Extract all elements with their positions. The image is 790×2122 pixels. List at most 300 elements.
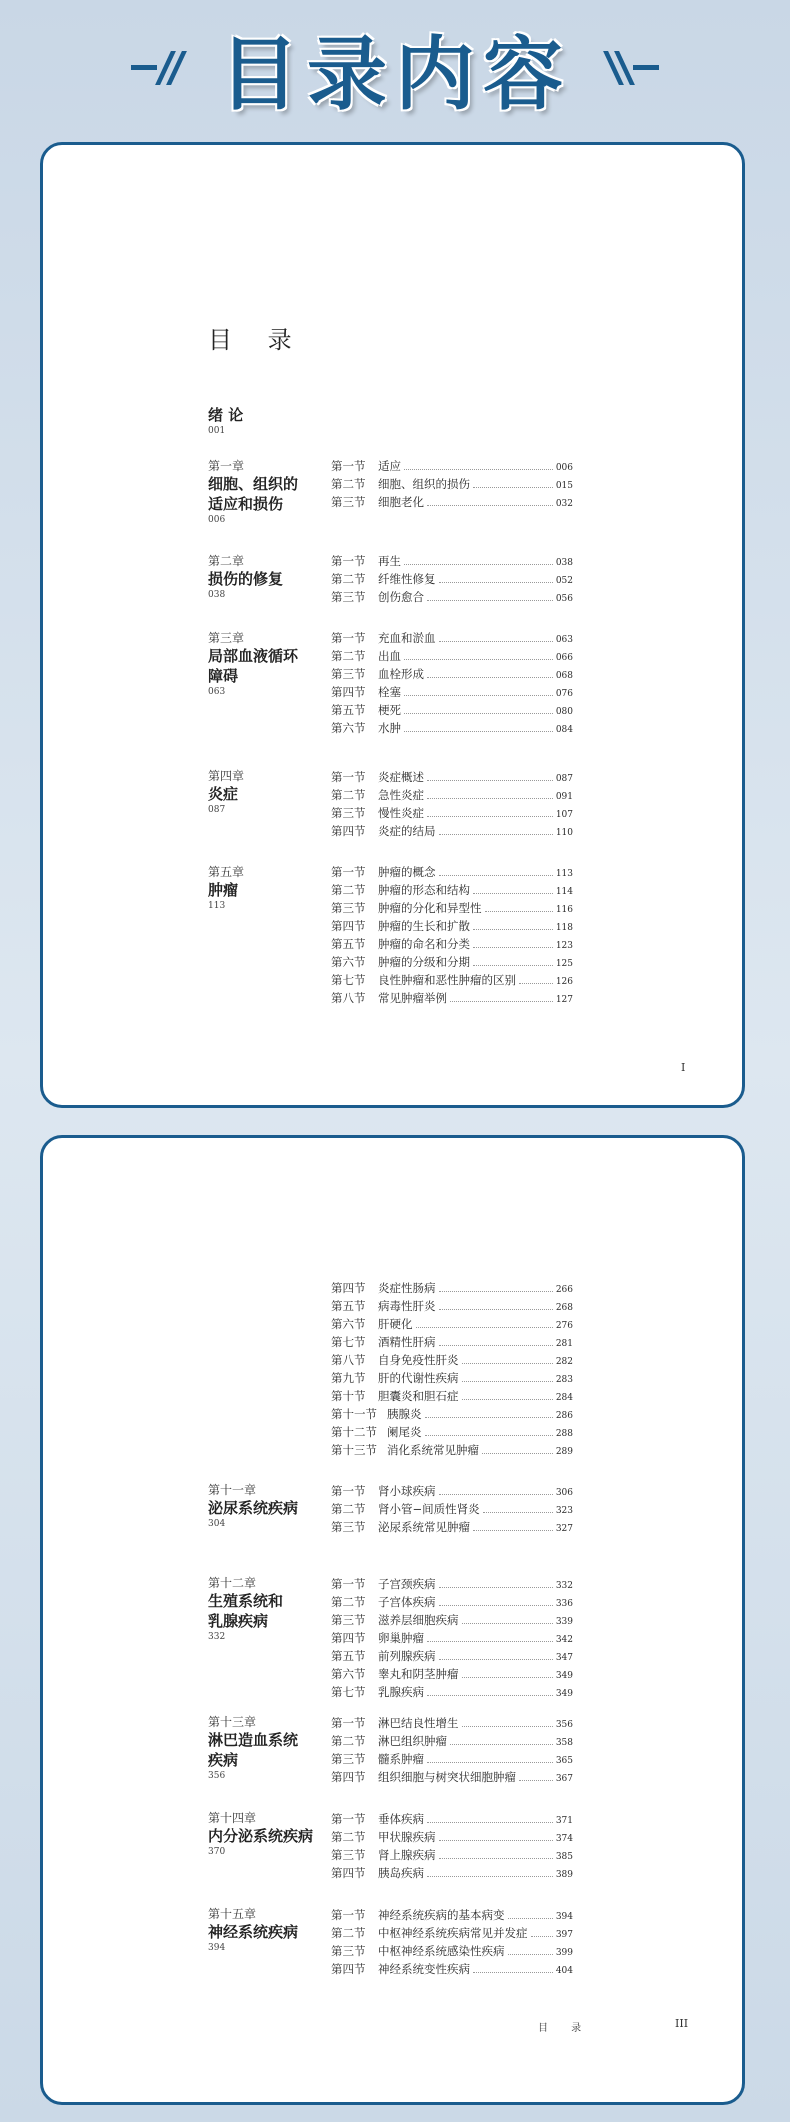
section-number: 第一节 xyxy=(331,1812,366,1826)
chapter-block xyxy=(208,1810,313,1859)
chapter-title: 障碍 xyxy=(208,667,239,685)
section-page: 080 xyxy=(555,707,573,717)
section-page: 113 xyxy=(555,869,573,879)
section-title: 组织细胞与树突状细胞肿瘤 xyxy=(378,1770,516,1784)
section-page: 284 xyxy=(555,1393,573,1403)
leader-dots xyxy=(404,684,553,696)
section-number: 第一节 xyxy=(331,865,366,879)
section-title: 炎症性肠病 xyxy=(378,1281,436,1295)
section-title: 纤维性修复 xyxy=(378,572,436,586)
chapter-page: 394 xyxy=(208,1943,226,1953)
leader-dots xyxy=(485,900,553,912)
leader-dots xyxy=(473,882,553,894)
section-title: 栓塞 xyxy=(378,685,401,699)
section-title: 淋巴组织肿瘤 xyxy=(378,1734,447,1748)
section-page: 397 xyxy=(555,1930,573,1940)
section-number: 第八节 xyxy=(331,1353,366,1367)
section-number: 第三节 xyxy=(331,1944,366,1958)
leader-dots xyxy=(473,936,553,948)
page-numeral: III xyxy=(675,2017,689,2030)
leader-dots xyxy=(439,1483,553,1495)
section-number: 第三节 xyxy=(331,806,366,820)
section-title: 神经系统变性疾病 xyxy=(378,1962,470,1976)
chapter-page: 063 xyxy=(208,687,226,697)
section-number: 第三节 xyxy=(331,1848,366,1862)
section-title: 肿瘤的概念 xyxy=(378,865,436,879)
section-number: 第六节 xyxy=(331,955,366,969)
chapter-title: 内分泌系统疾病 xyxy=(208,1827,314,1845)
leader-dots xyxy=(483,1501,553,1513)
leader-dots xyxy=(427,589,553,601)
section-title: 炎症概述 xyxy=(378,770,424,784)
section-entry xyxy=(331,1665,573,1683)
section-number: 第七节 xyxy=(331,1685,366,1699)
section-entry xyxy=(331,1864,573,1882)
section-number: 第十二节 xyxy=(331,1425,377,1439)
section-title: 自身免疫性肝炎 xyxy=(378,1353,459,1367)
section-page: 107 xyxy=(555,810,573,820)
section-list xyxy=(331,863,573,1007)
leader-dots xyxy=(416,1316,553,1328)
section-number: 第四节 xyxy=(331,824,366,838)
section-entry xyxy=(331,1482,573,1500)
section-entry xyxy=(331,863,573,881)
section-title: 肾小管−间质性肾炎 xyxy=(378,1502,480,1516)
section-title: 阑尾炎 xyxy=(387,1425,422,1439)
section-number: 第四节 xyxy=(331,1866,366,1880)
chapter-page: 113 xyxy=(208,901,226,911)
section-title: 睾丸和阴茎肿瘤 xyxy=(378,1667,459,1681)
leader-dots xyxy=(473,476,553,488)
section-entry xyxy=(331,804,573,822)
section-number: 第二节 xyxy=(331,1830,366,1844)
leader-dots xyxy=(482,1442,553,1454)
section-page: 367 xyxy=(555,1774,573,1784)
chapter-number: 第十一章 xyxy=(208,1483,257,1497)
section-entry xyxy=(331,475,573,493)
chapter-title: 淋巴造血系统 xyxy=(208,1731,299,1749)
section-page: 015 xyxy=(555,481,573,491)
chapter-page: 006 xyxy=(208,515,226,525)
leader-dots xyxy=(519,1769,553,1781)
section-entry xyxy=(331,1647,573,1665)
section-page: 076 xyxy=(555,689,573,699)
section-title: 神经系统疾病的基本病变 xyxy=(378,1908,505,1922)
section-page: 087 xyxy=(555,774,573,784)
leader-dots xyxy=(462,1370,553,1382)
section-title: 肿瘤的命名和分类 xyxy=(378,937,470,951)
section-number: 第一节 xyxy=(331,631,366,645)
leader-dots xyxy=(404,648,553,660)
section-title: 胰腺炎 xyxy=(387,1407,422,1421)
chapter-title: 生殖系统和 xyxy=(208,1592,284,1610)
page-numeral: I xyxy=(681,1061,686,1074)
toc-page-2 xyxy=(40,1135,745,2105)
leader-dots xyxy=(439,571,553,583)
section-title: 肝的代谢性疾病 xyxy=(378,1371,459,1385)
chapter-title: 局部血液循环 xyxy=(208,647,299,665)
section-page: 385 xyxy=(555,1852,573,1862)
section-entry xyxy=(331,552,573,570)
chapter-number: 第十四章 xyxy=(208,1811,257,1825)
section-number: 第一节 xyxy=(331,770,366,784)
section-title: 血栓形成 xyxy=(378,667,424,681)
leader-dots xyxy=(439,1648,553,1660)
section-list xyxy=(331,1810,573,1882)
section-number: 第二节 xyxy=(331,572,366,586)
toc-page-1 xyxy=(40,142,745,1108)
section-number: 第一节 xyxy=(331,1484,366,1498)
leader-dots xyxy=(427,1684,553,1696)
leader-dots xyxy=(427,494,553,506)
section-title: 胆囊炎和胆石症 xyxy=(378,1389,459,1403)
section-title: 前列腺疾病 xyxy=(378,1649,436,1663)
section-entry xyxy=(331,1369,573,1387)
section-title: 肾上腺疾病 xyxy=(378,1848,436,1862)
chapter-number: 第一章 xyxy=(208,459,245,473)
section-entry xyxy=(331,1405,573,1423)
section-page: 404 xyxy=(555,1966,573,1976)
section-number: 第二节 xyxy=(331,477,366,491)
chapter-title: 肿瘤 xyxy=(208,881,239,899)
chapter-number: 第十二章 xyxy=(208,1576,257,1590)
chapter-title: 神经系统疾病 xyxy=(208,1923,299,1941)
section-number: 第五节 xyxy=(331,937,366,951)
leader-dots xyxy=(473,1519,553,1531)
section-number: 第一节 xyxy=(331,1577,366,1591)
section-number: 第七节 xyxy=(331,1335,366,1349)
section-number: 第十节 xyxy=(331,1389,366,1403)
leader-dots xyxy=(439,1298,553,1310)
toc-heading: 目 录 xyxy=(208,326,306,354)
leader-dots xyxy=(439,823,553,835)
section-number: 第一节 xyxy=(331,554,366,568)
section-number: 第三节 xyxy=(331,1613,366,1627)
section-page: 006 xyxy=(555,463,573,473)
leader-dots xyxy=(439,630,553,642)
section-title: 乳腺疾病 xyxy=(378,1685,424,1699)
section-title: 常见肿瘤举例 xyxy=(378,991,447,1005)
chapter-block xyxy=(208,1482,298,1531)
section-page: 266 xyxy=(555,1285,573,1295)
section-number: 第十三节 xyxy=(331,1443,377,1457)
section-entry xyxy=(331,1441,573,1459)
chapter-title: 适应和损伤 xyxy=(208,495,284,513)
leader-dots xyxy=(427,666,553,678)
section-number: 第七节 xyxy=(331,973,366,987)
section-page: 110 xyxy=(555,828,573,838)
section-entry xyxy=(331,768,573,786)
leader-dots xyxy=(450,1733,553,1745)
section-page: 052 xyxy=(555,576,573,586)
section-entry xyxy=(331,1315,573,1333)
section-number: 第十一节 xyxy=(331,1407,377,1421)
chapter-block xyxy=(208,405,243,438)
section-page: 394 xyxy=(555,1912,573,1922)
section-entry xyxy=(331,1333,573,1351)
section-number: 第三节 xyxy=(331,667,366,681)
leader-dots xyxy=(404,553,553,565)
section-number: 第六节 xyxy=(331,1667,366,1681)
section-page: 371 xyxy=(555,1816,573,1826)
section-number: 第六节 xyxy=(331,721,366,735)
section-page: 327 xyxy=(555,1524,573,1534)
section-page: 127 xyxy=(555,995,573,1005)
leader-dots xyxy=(508,1907,553,1919)
section-entry xyxy=(331,493,573,511)
chapter-page: 356 xyxy=(208,1771,226,1781)
section-list xyxy=(331,1279,573,1459)
chapter-block xyxy=(208,630,298,699)
section-number: 第二节 xyxy=(331,1734,366,1748)
chapter-title: 绪 论 xyxy=(208,406,244,424)
section-page: 288 xyxy=(555,1429,573,1439)
section-number: 第二节 xyxy=(331,1502,366,1516)
section-page: 356 xyxy=(555,1720,573,1730)
section-title: 急性炎症 xyxy=(378,788,424,802)
section-list xyxy=(331,1714,573,1786)
section-title: 肿瘤的生长和扩散 xyxy=(378,919,470,933)
chapter-page: 087 xyxy=(208,805,226,815)
section-entry xyxy=(331,935,573,953)
section-page: 068 xyxy=(555,671,573,681)
chapter-block xyxy=(208,1575,283,1644)
chapter-page: 370 xyxy=(208,1847,226,1857)
section-title: 胰岛疾病 xyxy=(378,1866,424,1880)
section-entry xyxy=(331,1683,573,1701)
section-entry xyxy=(331,1611,573,1629)
section-number: 第三节 xyxy=(331,1520,366,1534)
section-entry xyxy=(331,1846,573,1864)
chapter-number: 第五章 xyxy=(208,865,245,879)
section-number: 第三节 xyxy=(331,1752,366,1766)
leader-dots xyxy=(473,1961,553,1973)
section-entry xyxy=(331,1924,573,1942)
section-title: 中枢神经系统感染性疾病 xyxy=(378,1944,505,1958)
section-entry xyxy=(331,1906,573,1924)
leader-dots xyxy=(427,787,553,799)
section-entry xyxy=(331,1828,573,1846)
chapter-title: 乳腺疾病 xyxy=(208,1612,269,1630)
leader-dots xyxy=(439,1847,553,1859)
chapter-number: 第十三章 xyxy=(208,1715,257,1729)
section-entry xyxy=(331,683,573,701)
section-number: 第五节 xyxy=(331,1649,366,1663)
section-list xyxy=(331,457,573,511)
section-page: 283 xyxy=(555,1375,573,1385)
section-number: 第五节 xyxy=(331,703,366,717)
section-title: 中枢神经系统疾病常见并发症 xyxy=(378,1926,528,1940)
section-page: 268 xyxy=(555,1303,573,1313)
section-title: 创伤愈合 xyxy=(378,590,424,604)
section-page: 306 xyxy=(555,1488,573,1498)
leader-dots xyxy=(427,1751,553,1763)
header-decoration-left xyxy=(131,51,179,85)
section-entry xyxy=(331,588,573,606)
section-entry xyxy=(331,1500,573,1518)
section-number: 第二节 xyxy=(331,649,366,663)
section-page: 114 xyxy=(555,887,573,897)
chapter-page: 038 xyxy=(208,590,226,600)
leader-dots xyxy=(473,918,553,930)
section-title: 炎症的结局 xyxy=(378,824,436,838)
section-title: 肿瘤的分级和分期 xyxy=(378,955,470,969)
section-number: 第四节 xyxy=(331,919,366,933)
section-entry xyxy=(331,1960,573,1978)
section-number: 第二节 xyxy=(331,883,366,897)
section-title: 垂体疾病 xyxy=(378,1812,424,1826)
section-number: 第四节 xyxy=(331,1962,366,1976)
section-list xyxy=(331,629,573,737)
chapter-title: 疾病 xyxy=(208,1751,239,1769)
leader-dots xyxy=(439,1594,553,1606)
leader-dots xyxy=(427,1811,553,1823)
section-entry xyxy=(331,665,573,683)
leader-dots xyxy=(473,954,553,966)
chapter-block xyxy=(208,768,244,817)
section-title: 淋巴结良性增生 xyxy=(378,1716,459,1730)
leader-dots xyxy=(508,1943,553,1955)
section-entry xyxy=(331,1629,573,1647)
leader-dots xyxy=(462,1612,553,1624)
section-entry xyxy=(331,1297,573,1315)
leader-dots xyxy=(425,1406,553,1418)
section-entry xyxy=(331,719,573,737)
section-number: 第四节 xyxy=(331,1281,366,1295)
section-title: 充血和淤血 xyxy=(378,631,436,645)
section-entry xyxy=(331,1750,573,1768)
section-page: 342 xyxy=(555,1635,573,1645)
section-title: 髓系肿瘤 xyxy=(378,1752,424,1766)
section-page: 126 xyxy=(555,977,573,987)
leader-dots xyxy=(404,702,553,714)
section-number: 第一节 xyxy=(331,1716,366,1730)
section-page: 374 xyxy=(555,1834,573,1844)
chapter-page: 001 xyxy=(208,426,226,436)
section-page: 066 xyxy=(555,653,573,663)
section-number: 第四节 xyxy=(331,685,366,699)
chapter-block xyxy=(208,1714,298,1783)
section-list xyxy=(331,1482,573,1536)
section-entry xyxy=(331,701,573,719)
section-number: 第四节 xyxy=(331,1770,366,1784)
section-entry xyxy=(331,881,573,899)
section-number: 第四节 xyxy=(331,1631,366,1645)
section-entry xyxy=(331,1593,573,1611)
section-entry xyxy=(331,1387,573,1405)
section-page: 123 xyxy=(555,941,573,951)
section-page: 358 xyxy=(555,1738,573,1748)
chapter-number: 第十五章 xyxy=(208,1907,257,1921)
section-page: 365 xyxy=(555,1756,573,1766)
section-number: 第二节 xyxy=(331,788,366,802)
footer-label: 目 录 xyxy=(538,2023,592,2034)
section-page: 281 xyxy=(555,1339,573,1349)
section-page: 063 xyxy=(555,635,573,645)
section-list xyxy=(331,552,573,606)
section-number: 第三节 xyxy=(331,495,366,509)
section-list xyxy=(331,1575,573,1701)
section-title: 肿瘤的分化和异型性 xyxy=(378,901,482,915)
section-list xyxy=(331,768,573,840)
section-entry xyxy=(331,822,573,840)
section-page: 332 xyxy=(555,1581,573,1591)
section-title: 甲状腺疾病 xyxy=(378,1830,436,1844)
section-entry xyxy=(331,1768,573,1786)
section-number: 第二节 xyxy=(331,1926,366,1940)
section-entry xyxy=(331,1423,573,1441)
section-number: 第三节 xyxy=(331,901,366,915)
section-page: 282 xyxy=(555,1357,573,1367)
section-entry xyxy=(331,1714,573,1732)
section-title: 肿瘤的形态和结构 xyxy=(378,883,470,897)
section-title: 慢性炎症 xyxy=(378,806,424,820)
leader-dots xyxy=(462,1666,553,1678)
section-title: 细胞、组织的损伤 xyxy=(378,477,470,491)
section-number: 第三节 xyxy=(331,590,366,604)
section-entry xyxy=(331,1732,573,1750)
leader-dots xyxy=(427,769,553,781)
leader-dots xyxy=(439,1334,553,1346)
section-page: 339 xyxy=(555,1617,573,1627)
header-banner xyxy=(0,0,790,135)
section-list xyxy=(331,1906,573,1978)
leader-dots xyxy=(427,1630,553,1642)
section-title: 良性肿瘤和恶性肿瘤的区别 xyxy=(378,973,516,987)
section-title: 泌尿系统常见肿瘤 xyxy=(378,1520,470,1534)
section-page: 347 xyxy=(555,1653,573,1663)
section-number: 第九节 xyxy=(331,1371,366,1385)
leader-dots xyxy=(404,720,553,732)
section-number: 第一节 xyxy=(331,1908,366,1922)
section-page: 116 xyxy=(555,905,573,915)
section-number: 第二节 xyxy=(331,1595,366,1609)
section-entry xyxy=(331,1518,573,1536)
section-page: 118 xyxy=(555,923,573,933)
section-page: 056 xyxy=(555,594,573,604)
leader-dots xyxy=(427,805,553,817)
section-title: 病毒性肝炎 xyxy=(378,1299,436,1313)
section-title: 消化系统常见肿瘤 xyxy=(387,1443,479,1457)
chapter-title: 泌尿系统疾病 xyxy=(208,1499,299,1517)
section-title: 出血 xyxy=(378,649,401,663)
section-number: 第六节 xyxy=(331,1317,366,1331)
section-page: 038 xyxy=(555,558,573,568)
header-decoration-right xyxy=(611,51,659,85)
chapter-number: 第四章 xyxy=(208,769,245,783)
section-page: 032 xyxy=(555,499,573,509)
leader-dots xyxy=(439,1280,553,1292)
chapter-block xyxy=(208,458,298,527)
section-entry xyxy=(331,917,573,935)
leader-dots xyxy=(450,990,553,1002)
leader-dots xyxy=(425,1424,553,1436)
section-entry xyxy=(331,1279,573,1297)
section-title: 滋养层细胞疾病 xyxy=(378,1613,459,1627)
section-title: 水肿 xyxy=(378,721,401,735)
chapter-page: 332 xyxy=(208,1632,226,1642)
leader-dots xyxy=(531,1925,553,1937)
section-page: 289 xyxy=(555,1447,573,1457)
chapter-number: 第二章 xyxy=(208,554,245,568)
leader-dots xyxy=(462,1352,553,1364)
section-title: 细胞老化 xyxy=(378,495,424,509)
section-page: 349 xyxy=(555,1671,573,1681)
chapter-title: 损伤的修复 xyxy=(208,570,284,588)
leader-dots xyxy=(427,1865,553,1877)
section-title: 再生 xyxy=(378,554,401,568)
leader-dots xyxy=(439,1576,553,1588)
